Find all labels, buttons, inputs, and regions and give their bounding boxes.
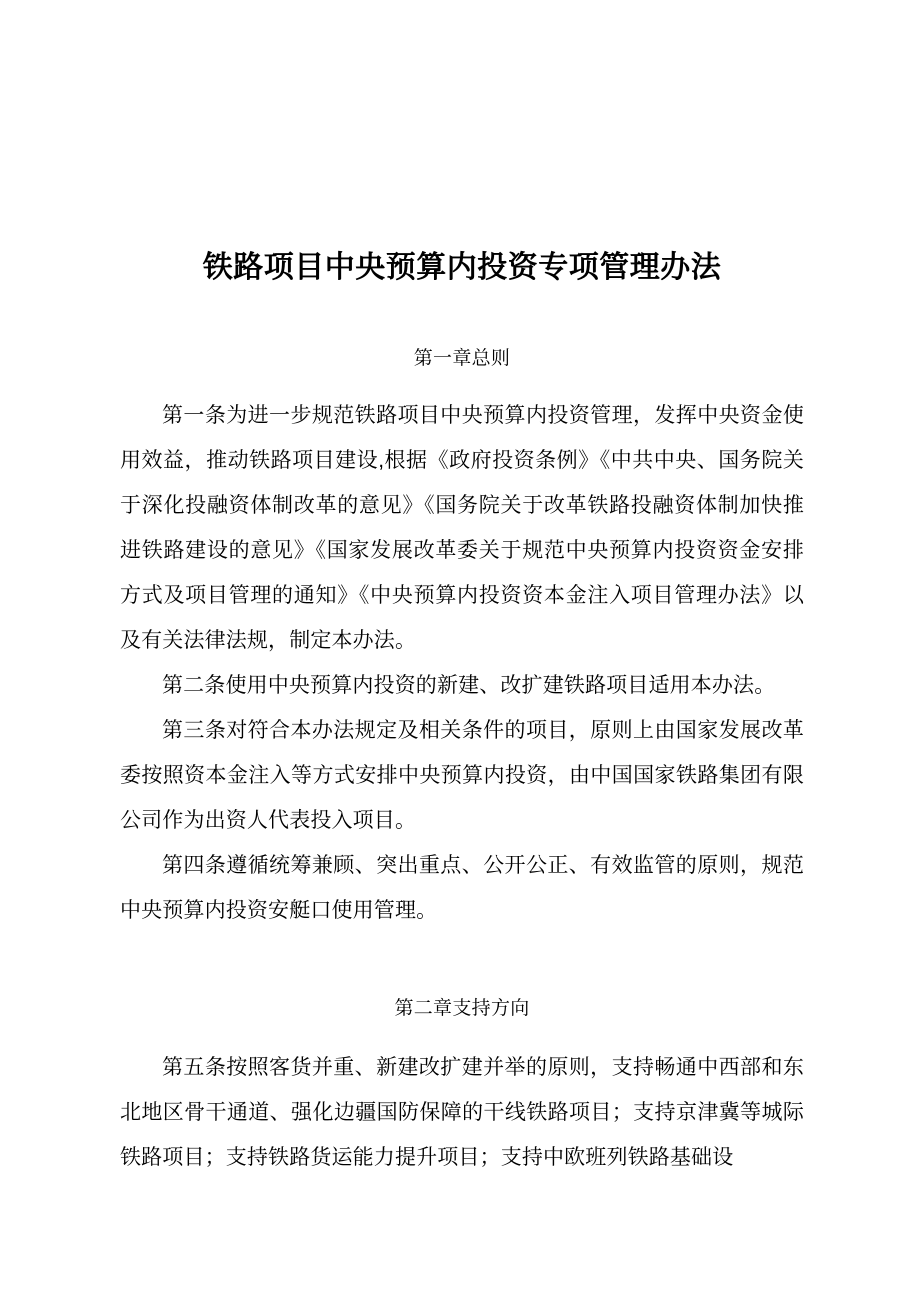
chapter-heading-2: 第二章支持方向 [394, 998, 530, 1020]
article-5-paragraph: 第五条按照客货并重、新建改扩建并举的原则，支持畅通中西部和东北地区骨干通道、强化边疆国防保障的干线铁路项目；支持京津冀等城际铁路项目；支持铁路货运能力提升项目；支持中欧班列铁路基础设 [120, 1055, 804, 1169]
chapter-heading-1: 第一章总则 [413, 347, 511, 369]
article-4-paragraph: 第四条遵循统筹兼顾、突出重点、公开公正、有效监管的原则，规范中央预算内投资安艇口使用管理。 [120, 854, 804, 923]
article-2-paragraph: 第二条使用中央预算内投资的新建、改扩建铁路项目适用本办法。 [162, 674, 776, 698]
article-1-paragraph: 第一条为进一步规范铁路项目中央预算内投资管理，发挥中央资金使用效益，推动铁路项目建设,根据《政府投资条例》《中共中央、国务院关于深化投融资体制改革的意见》《国务院关于改革铁路投融资体制加快推进铁路建设的意见》《国家发展改革委关于规范中央预算内投资资金安排方式及项目管理的通知》《中央预算内投资资本金注入项目管理办法》以及有关法律法规，制定本办法。 [120, 404, 804, 653]
page-bottom-clip [120, 1023, 804, 1180]
page-title: 铁路项目中央预算内投资专项管理办法 [202, 250, 722, 285]
document-body [120, 0, 804, 1180]
article-3-paragraph: 第三条对符合本办法规定及相关条件的项目，原则上由国家发展改革委按照资本金注入等方式安排中央预算内投资，由中国国家铁路集团有限公司作为出资人代表投入项目。 [120, 719, 804, 833]
